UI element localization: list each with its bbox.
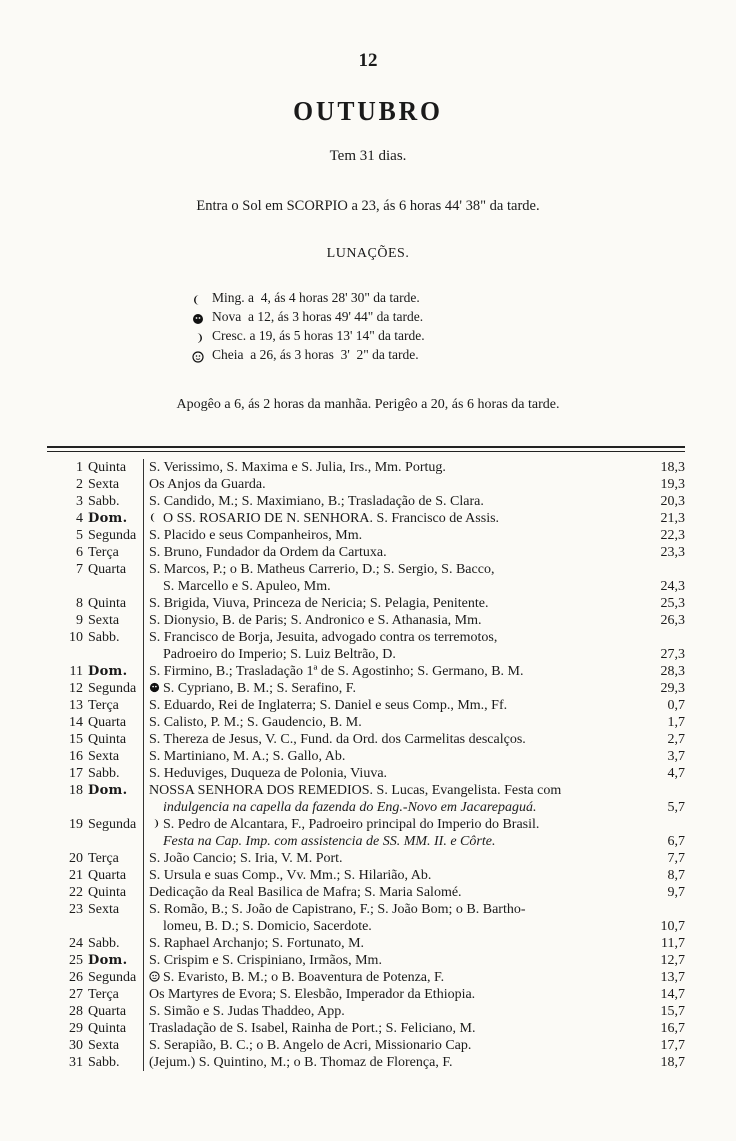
saints-line: [149, 680, 633, 697]
weekday: Sexta: [88, 613, 120, 628]
saints-text: [143, 748, 637, 765]
saints-text: [143, 493, 637, 510]
saints-line: [149, 850, 633, 867]
lunation-text: Ming. a 4, ás 4 horas 28' 30" da tarde.: [212, 290, 420, 305]
saints-line: [149, 476, 633, 493]
saints-text: [143, 1003, 637, 1020]
day-number: 26: [69, 970, 83, 985]
saints-line-text: S. Raphael Archanjo; S. Fortunato, M.: [149, 936, 365, 951]
moon-hour: 11,7: [661, 936, 685, 951]
moon-hour: 25,3: [660, 596, 685, 611]
waning-moon-icon: [192, 292, 204, 304]
saints-line: [149, 867, 633, 884]
day-number: 4: [76, 511, 83, 526]
lunation-row: [192, 345, 425, 364]
weekday: Terça: [88, 545, 119, 560]
lunation-row: [192, 288, 425, 307]
weekday: Quarta: [88, 1004, 127, 1019]
moon-hour: 21,3: [660, 511, 685, 526]
saints-line-text: S. Martiniano, M. A.; S. Gallo, Ab.: [149, 749, 346, 764]
saints-line-text: S. Brigida, Viuva, Princeza de Nericia; S. Pelagia, Penitente.: [149, 596, 489, 611]
saints-text: [143, 986, 637, 1003]
calendar-table: [47, 459, 685, 1071]
day-number: 5: [76, 528, 83, 543]
moon-hour: 7,7: [667, 851, 685, 866]
saints-text: [143, 952, 637, 969]
moon-hour: 24,3: [660, 579, 685, 594]
weekday: Segunda: [88, 681, 137, 696]
calendar-row: [47, 663, 685, 680]
saints-line-text: S. Cypriano, B. M.; S. Serafino, F.: [163, 681, 356, 696]
calendar-row: [47, 867, 685, 884]
saints-text: [143, 476, 637, 493]
saints-line: [149, 1054, 633, 1071]
day-number: 20: [69, 851, 83, 866]
calendar-row: [47, 765, 685, 782]
moon-hour: 15,7: [660, 1004, 685, 1019]
saints-line: [149, 748, 633, 765]
calendar-row: [47, 459, 685, 476]
day-number: 10: [69, 630, 83, 645]
day-number: 8: [76, 596, 83, 611]
calendar-row: [47, 510, 685, 527]
calendar-row: [47, 544, 685, 561]
saints-line: [149, 493, 633, 510]
lunation-row: [192, 307, 425, 326]
moon-hour: 12,7: [660, 953, 685, 968]
saints-line-text: S. Bruno, Fundador da Ordem da Cartuxa.: [149, 545, 387, 560]
calendar-row: [47, 850, 685, 867]
lunations-heading: LUNAÇÕES.: [326, 246, 410, 261]
day-number: 31: [69, 1055, 83, 1070]
saints-line-text: O SS. ROSARIO DE N. SENHORA. S. Francisco de Assis.: [163, 511, 500, 526]
day-number: 2: [76, 477, 83, 492]
saints-line-text: S. Thereza de Jesus, V. C., Fund. da Ord. dos Carmelitas descalços.: [149, 732, 526, 747]
saints-line-text: lomeu, B. D.; S. Domicio, Sacerdote.: [163, 919, 372, 934]
saints-line-text: S. Marcos, P.; o B. Matheus Carrerio, D.; S. Sergio, S. Bacco,: [149, 562, 495, 577]
saints-text: [143, 850, 637, 867]
saints-line: [149, 544, 633, 561]
day-number: 11: [69, 664, 83, 679]
saints-line: [149, 901, 633, 918]
saints-line-text: S. Heduviges, Duqueza de Polonia, Viuva.: [149, 766, 388, 781]
saints-line: [149, 697, 633, 714]
moon-hour: 17,7: [660, 1038, 685, 1053]
calendar-row: [47, 1003, 685, 1020]
saints-line-text: Trasladação de S. Isabel, Rainha de Port.; S. Feliciano, M.: [149, 1021, 476, 1036]
saints-line-text: NOSSA SENHORA DOS REMEDIOS. S. Lucas, Evangelista. Festa com: [149, 783, 562, 798]
day-number: 17: [69, 766, 83, 781]
saints-line-text: S. Marcello e S. Apuleo, Mm.: [163, 579, 331, 594]
saints-text: [143, 1020, 637, 1037]
apogee-perigee: Apogêo a 6, ás 2 horas da manhãa. Perigêo a 20, ás 6 horas da tarde.: [176, 397, 560, 412]
calendar-row: [47, 1037, 685, 1054]
weekday: Terça: [88, 698, 119, 713]
saints-text: [143, 782, 637, 816]
weekday: Sabb.: [88, 936, 120, 951]
full-moon-icon: [192, 349, 204, 361]
saints-text: [143, 901, 637, 935]
top-rule: [47, 446, 685, 448]
waxing-moon-icon: [192, 330, 204, 342]
weekday: Sexta: [88, 1038, 120, 1053]
weekday: Quinta: [88, 885, 127, 900]
moon-hour: 28,3: [660, 664, 685, 679]
saints-text: [143, 663, 637, 680]
day-number: 18: [69, 783, 83, 798]
weekday: Sabb.: [88, 766, 120, 781]
lunation-text: Nova a 12, ás 3 horas 49' 44" da tarde.: [212, 309, 424, 324]
saints-line: [149, 799, 633, 816]
calendar-row: [47, 476, 685, 493]
weekday: Sexta: [88, 902, 120, 917]
saints-line-text: S. Ursula e suas Comp., Vv. Mm.; S. Hilarião, Ab.: [149, 868, 432, 883]
calendar-row: [47, 986, 685, 1003]
saints-line: [149, 731, 633, 748]
moon-hour: 29,3: [660, 681, 685, 696]
saints-line: [149, 510, 633, 527]
moon-hour: 0,7: [667, 698, 685, 713]
saints-line: [149, 765, 633, 782]
calendar-row: [47, 952, 685, 969]
day-number: 25: [69, 953, 83, 968]
calendar-row: [47, 680, 685, 697]
saints-text: [143, 969, 637, 986]
calendar-row: [47, 884, 685, 901]
waxing-moon-icon: [149, 817, 160, 828]
saints-text: [143, 629, 637, 663]
weekday: Dom.: [88, 511, 128, 526]
day-number: 19: [69, 817, 83, 832]
saints-text: [143, 816, 637, 850]
saints-line: [149, 1020, 633, 1037]
saints-line-text: S. Pedro de Alcantara, F., Padroeiro principal do Imperio do Brasil.: [163, 817, 540, 832]
lunation-text: Cresc. a 19, ás 5 horas 13' 14" da tarde.: [212, 328, 425, 343]
top-rule-thin: [47, 451, 685, 452]
weekday: Dom.: [88, 664, 128, 679]
calendar-row: [47, 527, 685, 544]
moon-hour: 1,7: [667, 715, 685, 730]
calendar-row: [47, 595, 685, 612]
weekday: Quinta: [88, 1021, 127, 1036]
saints-line-text: S. Crispim e S. Crispiniano, Irmãos, Mm.: [149, 953, 382, 968]
day-number: 9: [76, 613, 83, 628]
weekday: Dom.: [88, 783, 128, 798]
saints-line: [149, 459, 633, 476]
saints-text: [143, 459, 637, 476]
day-number: 12: [69, 681, 83, 696]
saints-text: [143, 612, 637, 629]
moon-hour: 27,3: [660, 647, 685, 662]
saints-line: [149, 1037, 633, 1054]
saints-line-text: Padroeiro do Imperio; S. Luiz Beltrão, D.: [163, 647, 396, 662]
calendar-row: [47, 816, 685, 850]
saints-line: [149, 935, 633, 952]
weekday: Segunda: [88, 817, 137, 832]
lunation-text: Cheia a 26, ás 3 horas 3' 2" da tarde.: [212, 347, 419, 362]
moon-hour: 13,7: [660, 970, 685, 985]
saints-line: [149, 833, 633, 850]
calendar-row: [47, 935, 685, 952]
saints-text: [143, 935, 637, 952]
moon-hour: 23,3: [660, 545, 685, 560]
saints-text: [143, 1054, 637, 1071]
calendar-row: [47, 561, 685, 595]
weekday: Quinta: [88, 596, 127, 611]
day-number: 22: [69, 885, 83, 900]
saints-line: [149, 884, 633, 901]
weekday: Quinta: [88, 732, 127, 747]
calendar-row: [47, 493, 685, 510]
calendar-row: [47, 1054, 685, 1071]
lunations-list: [192, 288, 425, 364]
saints-line: [149, 595, 633, 612]
saints-line-text: Festa na Cap. Imp. com assistencia de SS. MM. II. e Côrte.: [163, 834, 496, 849]
weekday: Quarta: [88, 868, 127, 883]
moon-hour: 9,7: [667, 885, 685, 900]
saints-text: [143, 884, 637, 901]
day-number: 14: [69, 715, 83, 730]
saints-text: [143, 765, 637, 782]
day-number: 24: [69, 936, 83, 951]
saints-line: [149, 561, 633, 578]
saints-text: [143, 544, 637, 561]
saints-line: [149, 918, 633, 935]
saints-line-text: S. Verissimo, S. Maxima e S. Julia, Irs., Mm. Portug.: [149, 460, 446, 475]
saints-line: [149, 1003, 633, 1020]
calendar-row: [47, 629, 685, 663]
calendar-row: [47, 731, 685, 748]
moon-hour: 26,3: [660, 613, 685, 628]
saints-line: [149, 969, 633, 986]
calendar-row: [47, 714, 685, 731]
moon-hour: 16,7: [660, 1021, 685, 1036]
day-number: 30: [69, 1038, 83, 1053]
day-number: 29: [69, 1021, 83, 1036]
saints-text: [143, 527, 637, 544]
moon-hour: 3,7: [667, 749, 685, 764]
weekday: Quarta: [88, 715, 127, 730]
saints-line-text: S. Placido e seus Companheiros, Mm.: [149, 528, 363, 543]
saints-line-text: S. Serapião, B. C.; o B. Angelo de Acri, Missionario Cap.: [149, 1038, 472, 1053]
weekday: Sexta: [88, 749, 120, 764]
day-number: 15: [69, 732, 83, 747]
saints-text: [143, 561, 637, 595]
saints-line: [149, 612, 633, 629]
day-number: 1: [76, 460, 83, 475]
sun-entry: Entra o Sol em SCORPIO a 23, ás 6 horas 44' 38" da tarde.: [196, 198, 540, 214]
day-number: 23: [69, 902, 83, 917]
saints-line-text: Dedicação da Real Basilica de Mafra; S. Maria Salomé.: [149, 885, 462, 900]
saints-line-text: S. Francisco de Borja, Jesuita, advogado contra os terremotos,: [149, 630, 498, 645]
saints-line: [149, 629, 633, 646]
new-moon-icon: [149, 681, 160, 692]
saints-line: [149, 782, 633, 799]
saints-line: [149, 646, 633, 663]
weekday: Terça: [88, 987, 119, 1002]
saints-text: [143, 510, 637, 527]
moon-hour: 2,7: [667, 732, 685, 747]
moon-hour: 6,7: [667, 834, 685, 849]
weekday: Dom.: [88, 953, 128, 968]
full-moon-icon: [149, 970, 160, 981]
calendar-row: [47, 697, 685, 714]
calendar-row: [47, 782, 685, 816]
moon-hour: 10,7: [660, 919, 685, 934]
moon-hour: 5,7: [667, 800, 685, 815]
saints-line-text: S. Dionysio, B. de Paris; S. Andronico e S. Athanasia, Mm.: [149, 613, 482, 628]
saints-text: [143, 714, 637, 731]
weekday: Segunda: [88, 970, 137, 985]
saints-line-text: S. João Cancio; S. Iria, V. M. Port.: [149, 851, 343, 866]
lunation-row: [192, 326, 425, 345]
weekday: Sabb.: [88, 494, 120, 509]
weekday: Sexta: [88, 477, 120, 492]
days-count: Tem 31 dias.: [329, 148, 407, 164]
moon-hour: 8,7: [667, 868, 685, 883]
weekday: Terça: [88, 851, 119, 866]
day-number: 13: [69, 698, 83, 713]
day-number: 16: [69, 749, 83, 764]
moon-hour: 19,3: [660, 477, 685, 492]
saints-line-text: S. Simão e S. Judas Thaddeo, App.: [149, 1004, 345, 1019]
saints-line-text: indulgencia na capella da fazenda do Eng.-Novo em Jacarepaguá.: [163, 800, 537, 815]
calendar-row: [47, 969, 685, 986]
moon-hour: 14,7: [660, 987, 685, 1002]
moon-hour: 4,7: [667, 766, 685, 781]
weekday: Segunda: [88, 528, 137, 543]
day-number: 27: [69, 987, 83, 1002]
day-number: 7: [76, 562, 83, 577]
saints-line: [149, 986, 633, 1003]
moon-hour: 18,3: [660, 460, 685, 475]
saints-line: [149, 578, 633, 595]
day-number: 28: [69, 1004, 83, 1019]
weekday: Quinta: [88, 460, 127, 475]
day-number: 21: [69, 868, 83, 883]
moon-hour: 22,3: [660, 528, 685, 543]
saints-line-text: S. Calisto, P. M.; S. Gaudencio, B. M.: [149, 715, 362, 730]
month-title: OUTUBRO: [293, 96, 443, 126]
day-number: 3: [76, 494, 83, 509]
saints-line: [149, 527, 633, 544]
saints-line-text: S. Evaristo, B. M.; o B. Boaventura de Potenza, F.: [163, 970, 445, 985]
weekday: Sabb.: [88, 630, 120, 645]
moon-hour: 18,7: [660, 1055, 685, 1070]
saints-line-text: Os Anjos da Guarda.: [149, 477, 266, 492]
page-number: 12: [358, 50, 378, 71]
new-moon-icon: [192, 311, 204, 323]
saints-line-text: S. Candido, M.; S. Maximiano, B.; Trasladação de S. Clara.: [149, 494, 484, 509]
saints-text: [143, 595, 637, 612]
saints-text: [143, 697, 637, 714]
saints-text: [143, 680, 637, 697]
weekday: Quarta: [88, 562, 127, 577]
saints-text: [143, 867, 637, 884]
saints-line-text: S. Firmino, B.; Trasladação 1ª de S. Agostinho; S. Germano, B. M.: [149, 664, 524, 679]
saints-line-text: S. Eduardo, Rei de Inglaterra; S. Daniel e seus Comp., Mm., Ff.: [149, 698, 508, 713]
saints-line: [149, 663, 633, 680]
calendar-row: [47, 901, 685, 935]
weekday: Sabb.: [88, 1055, 120, 1070]
day-number: 6: [76, 545, 83, 560]
saints-text: [143, 1037, 637, 1054]
saints-line-text: (Jejum.) S. Quintino, M.; o B. Thomaz de Florença, F.: [149, 1055, 453, 1070]
calendar-row: [47, 612, 685, 629]
saints-line: [149, 816, 633, 833]
saints-line: [149, 952, 633, 969]
moon-hour: 20,3: [660, 494, 685, 509]
calendar-row: [47, 748, 685, 765]
calendar-row: [47, 1020, 685, 1037]
saints-text: [143, 731, 637, 748]
saints-line: [149, 714, 633, 731]
saints-line-text: Os Martyres de Evora; S. Elesbão, Imperador da Ethiopia.: [149, 987, 476, 1002]
waning-moon-icon: [149, 511, 160, 522]
saints-line-text: S. Romão, B.; S. João de Capistrano, F.; S. João Bom; o B. Bartho-: [149, 902, 526, 917]
